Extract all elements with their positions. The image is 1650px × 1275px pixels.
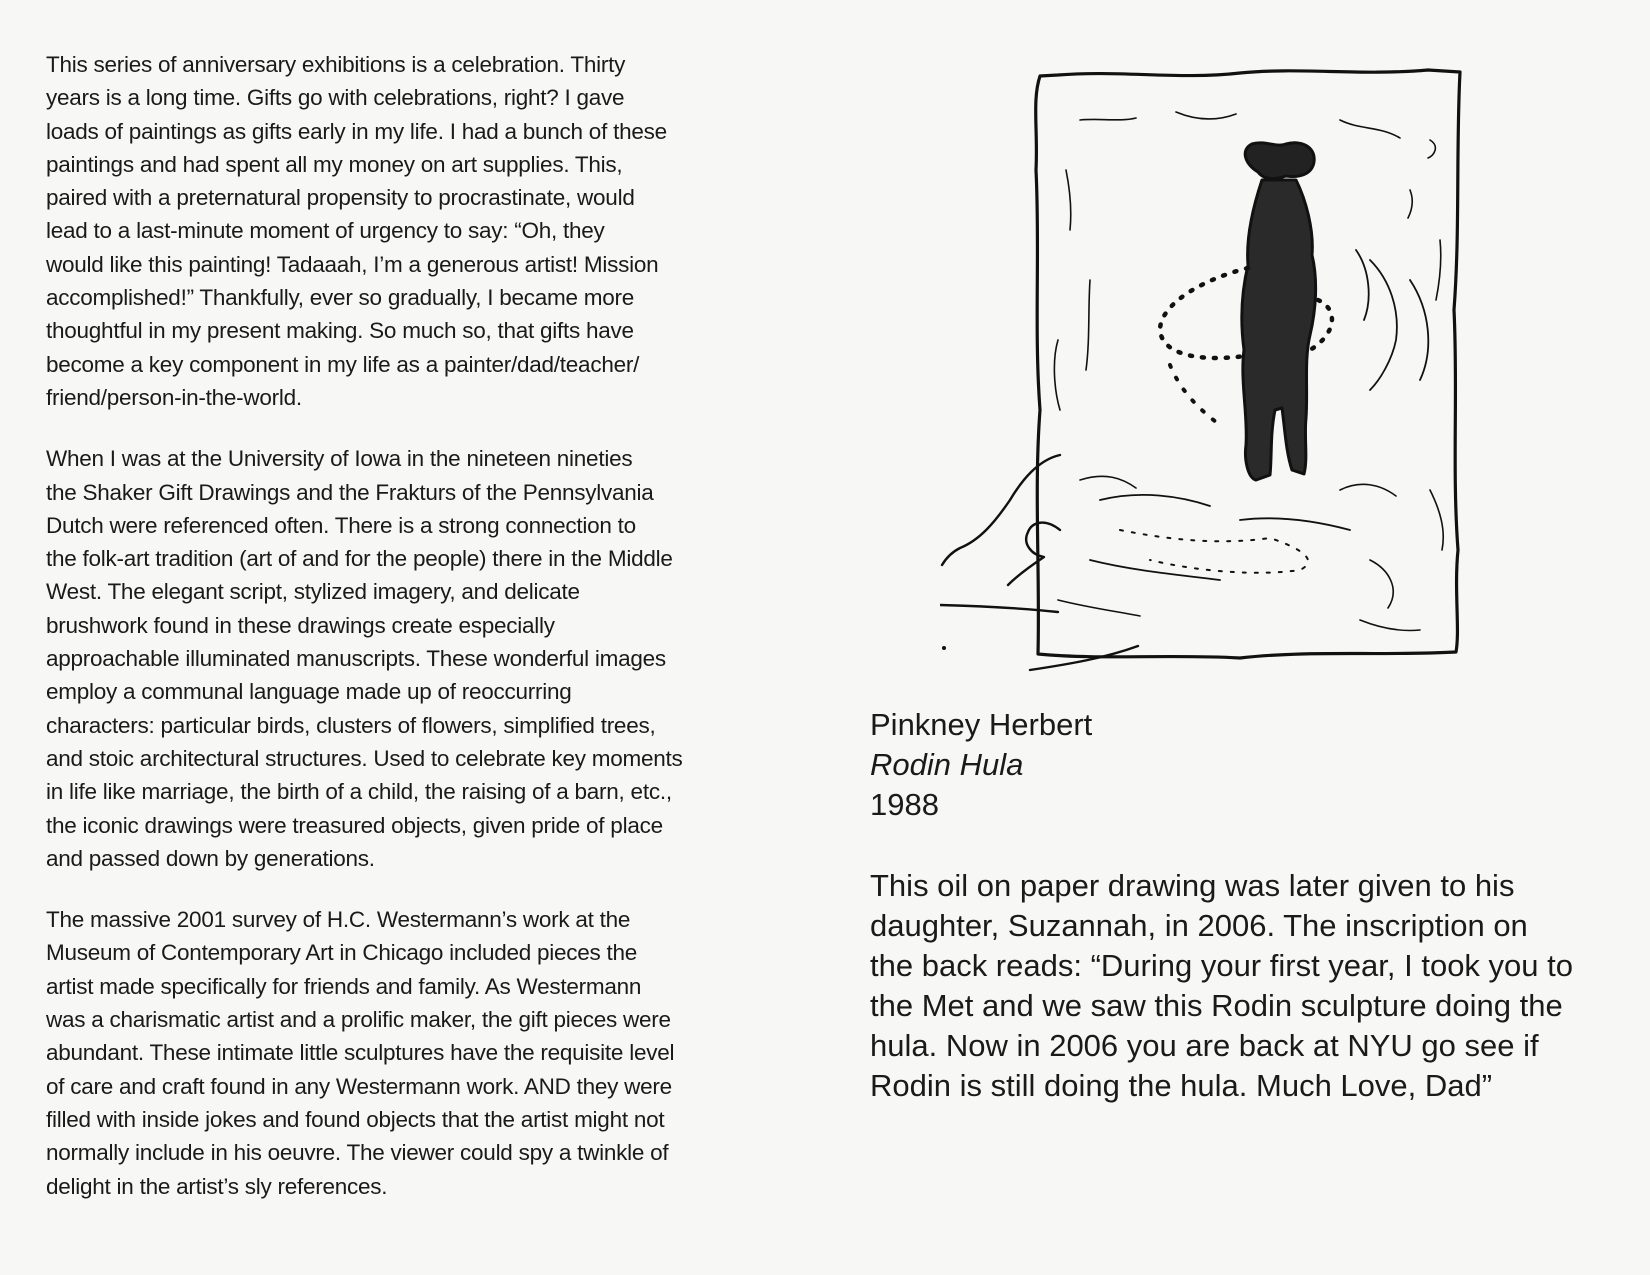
artwork-sketch [940, 60, 1520, 710]
essay-paragraph-3: The massive 2001 survey of H.C. Westermann’s work at the Museum of Contemporary Art in Chicago included pieces the artist made specifically for friends and family. As Westermann was a charismatic artist and a prolific maker, the gift pieces were abundant. These intimate little sculptures have the requisite level of care and craft found in any Westermann work. AND they were filled with inside jokes and found objects that the artist might not normally include in his oeuvre. The viewer could spy a twinkle of delight in the artist’s sly references. [46, 907, 675, 1199]
artwork-caption [870, 705, 1092, 825]
artwork-title: Rodin Hula [870, 747, 1024, 782]
artist-name: Pinkney Herbert [870, 707, 1093, 742]
hand-outline [942, 455, 1060, 565]
essay-paragraph-2: When I was at the University of Iowa in the nineteen nineties the Shaker Gift Drawings and the Frakturs of the Pennsylvania Dutch were referenced often. There is a strong connection to the folk-art tradition (art of and for the people) there in the Middle West. The elegant script, stylized imagery, and delicate brushwork found in these drawings create especially approachable illuminated manuscripts. These wonderful images employ a communal language made up of reoccurring characters: particular birds, clusters of flowers, simplified trees, and stoic architectural structures. Used to celebrate key moments in life like marriage, the birth of a child, the raising of a barn, etc., the iconic drawings were treasured objects, given pride of place and passed down by generations. [46, 446, 683, 871]
essay-column [46, 48, 766, 1203]
figure-body [1242, 180, 1316, 480]
artwork-year: 1988 [870, 787, 939, 822]
essay-paragraph-1: This series of anniversary exhibitions is a celebration. Thirty years is a long time. Gifts go with celebrations, right? I gave loads of paintings as gifts early in my life. I had a bunch of these paintings and had spent all my money on art supplies. This, paired with a preternatural propensity to procrastinate, would lead to a last-minute moment of urgency to say: “Oh, they would like this painting! Tadaaah, I’m a generous artist! Mission accomplished!” Thankfully, ever so gradually, I became more thoughtful in my present making. So much so, that gifts have become a key component in my life as a painter/dad/teacher/ friend/person-in-the-world. [46, 52, 667, 410]
figure-head [1245, 143, 1314, 179]
artwork-description: This oil on paper drawing was later given to his daughter, Suzannah, in 2006. The inscription on the back reads: “During your first year, I took you to the Met and we saw this Rodin sculpture doing the hula. Now in 2006 you are back at NYU go see if Rodin is still doing the hula. Much Love, Dad” [870, 868, 1573, 1103]
